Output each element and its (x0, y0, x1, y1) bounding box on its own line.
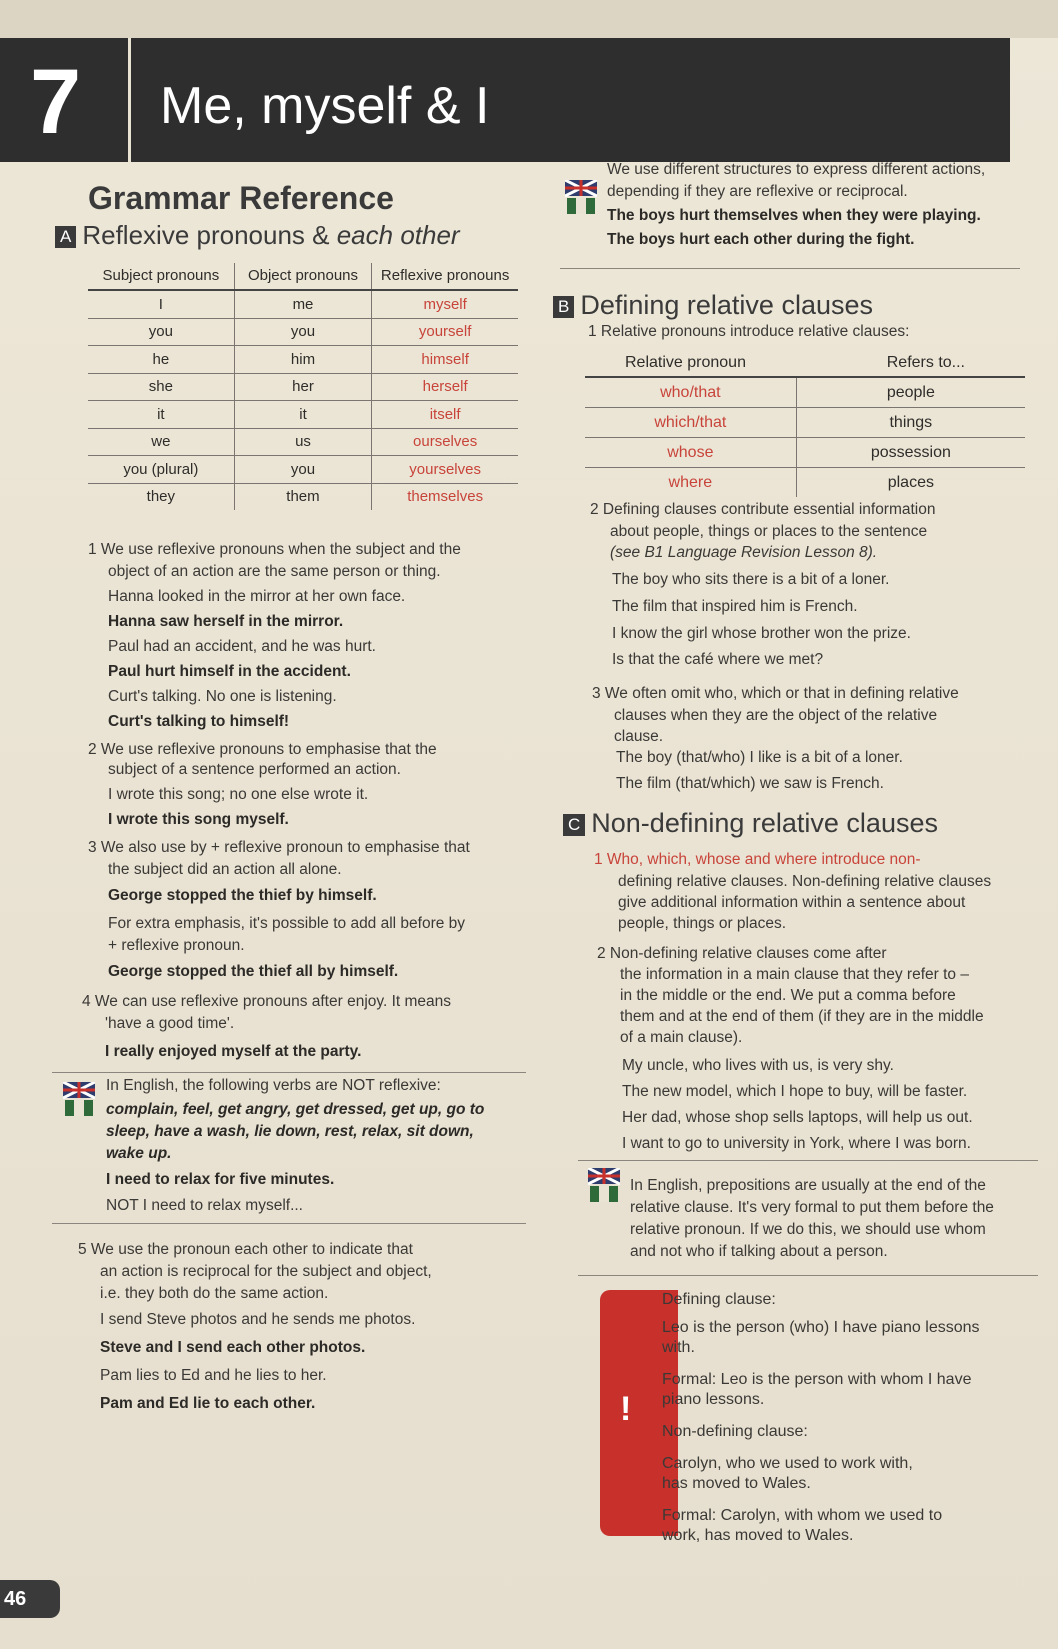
unit-header (0, 38, 1010, 162)
table-cell: them (234, 483, 372, 510)
box-line: Formal: Carolyn, with whom we used to (662, 1507, 943, 1524)
table-cell: people (796, 377, 1025, 408)
box-line: piano lessons. (662, 1391, 765, 1408)
table-cell: ourselves (372, 428, 518, 456)
box-line: work, has moved to Wales. (662, 1527, 854, 1544)
table-cell: I (88, 290, 234, 318)
a-example: I wrote this song; no one else wrote it. (108, 786, 369, 803)
table-cell: us (234, 428, 372, 456)
table-cell: it (88, 401, 234, 429)
section-a-title-italic: each other (336, 220, 460, 250)
note2-line-3: relative pronoun. If we do this, we should use whom (630, 1221, 986, 1238)
page-number: 46 (0, 1580, 60, 1618)
table-cell: they (88, 483, 234, 510)
b-example: The boy (that/who) I like is a bit of a loner. (616, 749, 903, 766)
a-p1-line-2: object of an action are the same person or thing. (108, 563, 441, 580)
col-header-subject: Subject pronouns (88, 263, 234, 290)
section-b-title: Defining relative clauses (580, 290, 873, 320)
note1-line-4: wake up. (106, 1145, 172, 1162)
box-line: Carolyn, who we used to work with, (662, 1455, 913, 1472)
top-note-line-2: depending if they are reflexive or reciprocal. (607, 183, 908, 200)
note1-line-6: NOT I need to relax myself... (106, 1197, 303, 1214)
a-example-bold: George stopped the thief all by himself. (108, 963, 399, 980)
table-row (88, 290, 518, 318)
table-row (585, 438, 1025, 468)
col-header-reflexive: Reflexive pronouns (372, 263, 518, 290)
table-row (88, 456, 518, 484)
table-cell: herself (372, 373, 518, 401)
table-cell: it (234, 401, 372, 429)
a-p2-line-1: 2 We use reflexive pronouns to emphasise that the (88, 741, 437, 758)
table-row (585, 468, 1025, 498)
b-example: The film that inspired him is French. (612, 598, 858, 615)
b-p3-line-1: 3 We often omit who, which or that in defining relative (592, 685, 959, 702)
table-row (88, 483, 518, 510)
b-example: The boy who sits there is a bit of a loner. (612, 571, 890, 588)
col-header-refers-to: Refers to... (796, 350, 1025, 377)
a-p1-line-1: 1 We use reflexive pronouns when the subject and the (88, 541, 461, 558)
a-example-bold: Hanna saw herself in the mirror. (108, 613, 344, 630)
table-cell: you (88, 318, 234, 346)
a-example: Paul had an accident, and he was hurt. (108, 638, 376, 655)
table-cell: things (796, 408, 1025, 438)
c-example: I want to go to university in York, where I was born. (622, 1135, 971, 1152)
a-example-bold: I really enjoyed myself at the party. (105, 1043, 362, 1060)
c-p1-line-3: give additional information within a sentence about (618, 894, 966, 911)
table-cell: which/that (585, 408, 796, 438)
a-example-bold: I wrote this song myself. (108, 811, 289, 828)
table-cell: he (88, 346, 234, 374)
table-cell: itself (372, 401, 518, 429)
c-example: The new model, which I hope to buy, will be faster. (622, 1083, 968, 1100)
a-example: I send Steve photos and he sends me photos. (100, 1311, 416, 1328)
b-p2-line-1: 2 Defining clauses contribute essential information (590, 501, 936, 518)
section-a-title: Reflexive pronouns & (82, 220, 337, 250)
unit-number: 7 (30, 51, 82, 153)
a-p3-line-3: For extra emphasis, it's possible to add all before by (108, 915, 466, 932)
warning-icon: ! (620, 1390, 632, 1428)
a-example-bold: Steve and I send each other photos. (100, 1339, 366, 1356)
table-cell: yourselves (372, 456, 518, 484)
unit-title: Me, myself & I (160, 77, 490, 135)
col-header-object: Object pronouns (234, 263, 372, 290)
a-p3-line-1: 3 We also use by + reflexive pronoun to emphasise that (88, 839, 470, 856)
c-p2-line-1: 2 Non-defining relative clauses come after (597, 945, 887, 962)
section-b-badge: B (553, 296, 574, 318)
top-note-line-3: The boys hurt themselves when they were playing. (607, 207, 981, 224)
b-example: I know the girl whose brother won the prize. (612, 625, 911, 642)
table-cell: you (plural) (88, 456, 234, 484)
c-p2-line-2: the information in a main clause that they refer to – (620, 966, 969, 983)
box-line: Leo is the person (who) I have piano lessons (662, 1319, 980, 1336)
b-p3-line-2: clauses when they are the object of the relative (614, 707, 938, 724)
a-p5-line-1: 5 We use the pronoun each other to indicate that (78, 1241, 413, 1258)
b-p1: 1 Relative pronouns introduce relative clauses: (588, 323, 910, 340)
box-line: Non-defining clause: (662, 1423, 808, 1440)
table-row (88, 318, 518, 346)
a-example: Curt's talking. No one is listening. (108, 688, 337, 705)
note1-line-5: I need to relax for five minutes. (106, 1171, 335, 1188)
b-example: Is that the café where we met? (612, 651, 824, 668)
table-cell: her (234, 373, 372, 401)
c-p1-line-2: defining relative clauses. Non-defining relative clauses (618, 873, 992, 890)
uk-flag-icon (588, 1168, 620, 1202)
uk-flag-icon (63, 1082, 95, 1116)
table-row (88, 401, 518, 429)
a-p4-line-1: 4 We can use reflexive pronouns after enjoy. It means (82, 993, 452, 1010)
table-cell: we (88, 428, 234, 456)
table-cell: himself (372, 346, 518, 374)
b-p3-line-3: clause. (614, 728, 664, 745)
table-cell: yourself (372, 318, 518, 346)
box-line: with. (662, 1339, 695, 1356)
b-example: The film (that/which) we saw is French. (616, 775, 884, 792)
a-p5-line-3: i.e. they both do the same action. (100, 1285, 329, 1302)
table-cell: places (887, 473, 934, 491)
table-cell: possession (796, 438, 1025, 468)
note1-line-1: In English, the following verbs are NOT reflexive: (106, 1077, 441, 1094)
section-a-badge: A (55, 226, 76, 248)
a-example-bold: Pam and Ed lie to each other. (100, 1395, 316, 1412)
table-cell: she (88, 373, 234, 401)
note1-line-2: complain, feel, get angry, get dressed, get up, go to (106, 1101, 485, 1118)
box-line: has moved to Wales. (662, 1475, 811, 1492)
b-p2-line-2: about people, things or places to the sentence (610, 523, 928, 540)
a-example-bold: Paul hurt himself in the accident. (108, 663, 351, 680)
a-example-bold: Curt's talking to himself! (108, 713, 290, 730)
b-p2-line-3: (see B1 Language Revision Lesson 8). (610, 544, 878, 561)
table-cell: myself (372, 290, 518, 318)
a-example-bold: George stopped the thief by himself. (108, 887, 377, 904)
table-row (88, 373, 518, 401)
c-p2-line-5: of a main clause). (620, 1029, 743, 1046)
table-cell: who/that (585, 377, 796, 408)
section-a-heading (55, 220, 460, 251)
table-cell: whose (585, 438, 796, 468)
c-p1-line-4: people, things or places. (618, 915, 787, 932)
table-cell: you (234, 318, 372, 346)
note1-line-3: sleep, have a wash, lie down, rest, relax, sit down, (106, 1123, 474, 1140)
table-cell: where (585, 468, 796, 498)
table-row (88, 428, 518, 456)
table-row (585, 377, 1025, 408)
table-cell: me (234, 290, 372, 318)
grammar-reference-heading: Grammar Reference (88, 180, 394, 216)
table-cell: you (234, 456, 372, 484)
section-c-heading (563, 808, 938, 839)
section-c-title: Non-defining relative clauses (591, 808, 938, 838)
a-p2-line-2: subject of a sentence performed an action. (108, 761, 401, 778)
relative-pronoun-table (585, 350, 1025, 497)
c-p2-line-4: them and at the end of them (if they are in the middle (620, 1008, 984, 1025)
reflexive-pronoun-table (88, 263, 518, 510)
a-p3-line-4: + reflexive pronoun. (108, 937, 245, 954)
table-cell: themselves (407, 488, 484, 506)
top-note-line-4: The boys hurt each other during the fight. (607, 231, 915, 248)
a-example: Hanna looked in the mirror at her own face. (108, 588, 406, 605)
col-header-relative-pronoun: Relative pronoun (585, 350, 796, 377)
a-p4-line-2: 'have a good time'. (105, 1015, 235, 1032)
note2-line-1: In English, prepositions are usually at the end of the (630, 1177, 986, 1194)
c-example: Her dad, whose shop sells laptops, will help us out. (622, 1109, 973, 1126)
top-strip (0, 0, 1058, 38)
a-p5-line-2: an action is reciprocal for the subject and object, (100, 1263, 432, 1280)
section-b-heading (553, 290, 873, 321)
a-example: Pam lies to Ed and he lies to her. (100, 1367, 327, 1384)
table-row (585, 408, 1025, 438)
c-example: My uncle, who lives with us, is very shy. (622, 1057, 894, 1074)
box-line: Formal: Leo is the person with whom I have (662, 1371, 972, 1388)
top-note-line-1: We use different structures to express different actions, (607, 161, 986, 178)
note2-line-2: relative clause. It's very formal to put them before the (630, 1199, 994, 1216)
table-row (88, 346, 518, 374)
section-c-badge: C (563, 814, 585, 836)
box-line: Defining clause: (662, 1291, 776, 1308)
c-p2-line-3: in the middle or the end. We put a comma before (620, 987, 956, 1004)
note2-line-4: and not who if talking about a person. (630, 1243, 888, 1260)
table-cell: him (234, 346, 372, 374)
a-p3-line-2: the subject did an action all alone. (108, 861, 342, 878)
c-p1-line-1: 1 Who, which, whose and where introduce non- (594, 851, 921, 868)
